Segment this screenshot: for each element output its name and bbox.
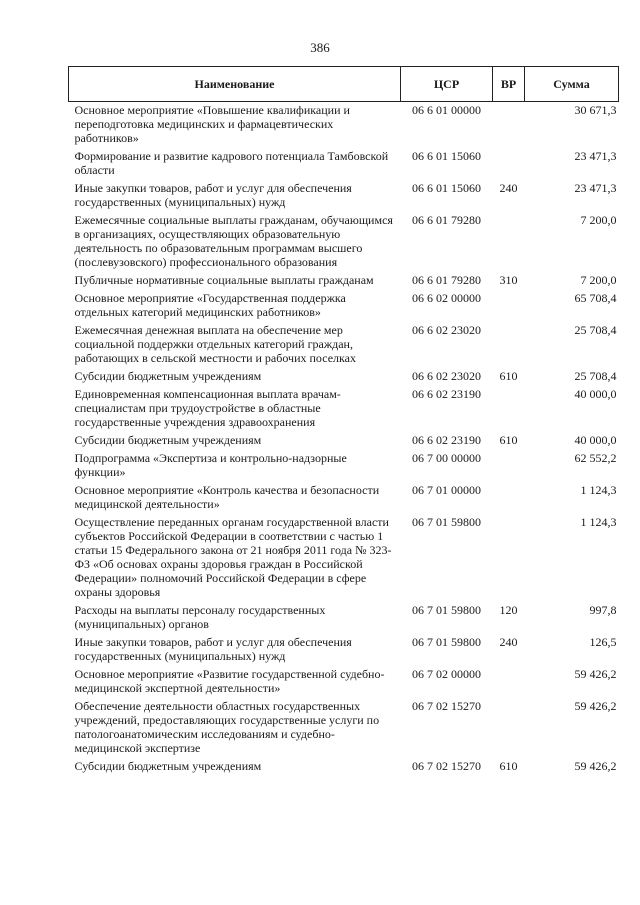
table-row [69,450,619,482]
row-sum: 7 200,0 [580,213,617,227]
row-csr: 06 6 01 15060 [412,149,481,163]
row-vr [493,386,525,432]
row-csr: 06 7 01 59800 [412,635,481,649]
header-row [69,67,619,102]
row-csr: 06 7 02 15270 [412,759,481,773]
row-csr: 06 6 01 15060 [412,181,481,195]
row-name: Основное мероприятие «Контроль качества и безопасности медицинской деятельности» [74,483,380,511]
row-vr: 610 [499,433,518,447]
row-name: Основное мероприятие «Государственная поддержка отдельных категорий медицинских работников» [74,291,346,319]
row-sum: 59 426,2 [574,699,617,713]
table-row [69,290,619,322]
row-vr [493,290,525,322]
header-sum: Сумма [525,67,619,102]
table-row [69,212,619,272]
table-body [69,102,619,777]
row-csr: 06 6 01 79280 [412,273,481,287]
row-vr [493,148,525,180]
row-sum: 40 000,0 [574,387,617,401]
row-sum: 1 124,3 [580,483,617,497]
row-sum: 1 124,3 [580,515,617,529]
header-name: Наименование [69,67,401,102]
header-vr: ВР [493,67,525,102]
row-csr: 06 7 01 00000 [412,483,481,497]
row-sum: 59 426,2 [574,759,617,773]
row-sum: 23 471,3 [574,149,617,163]
table-row [69,322,619,368]
row-vr [493,666,525,698]
row-name: Ежемесячные социальные выплаты гражданам, обучающимся в организациях, осуществляющих образовательную деятельность по образовательным программам высшего (послевузовского) профессионального образования [74,213,393,269]
row-vr: 310 [499,273,518,287]
row-sum: 126,5 [589,635,617,649]
row-name: Ежемесячная денежная выплата на обеспечение мер социальной поддержки отдельных категорий граждан, работающих в сельской местности и рабочих поселках [74,323,356,365]
row-vr [493,322,525,368]
row-vr [493,102,525,149]
row-csr: 06 6 02 23190 [412,387,481,401]
row-csr: 06 6 02 00000 [412,291,481,305]
row-csr: 06 7 00 00000 [412,451,481,465]
table-row [69,634,619,666]
row-csr: 06 6 02 23020 [412,323,481,337]
table-row [69,432,619,450]
row-name: Иные закупки товаров, работ и услуг для обеспечения государственных (муниципальных) нужд [74,635,352,663]
row-sum: 25 708,4 [574,323,617,337]
row-name: Публичные нормативные социальные выплаты гражданам [74,273,374,287]
table-row [69,102,619,149]
row-name: Субсидии бюджетным учреждениям [74,369,262,383]
row-vr: 120 [499,603,518,617]
row-name: Субсидии бюджетным учреждениям [74,759,262,773]
page-number: 386 [310,40,330,55]
row-csr: 06 7 02 15270 [412,699,481,713]
row-sum: 65 708,4 [574,291,617,305]
row-vr [493,698,525,758]
row-sum: 30 671,3 [574,103,617,117]
row-sum: 62 552,2 [574,451,617,465]
table-row [69,758,619,776]
row-name: Формирование и развитие кадрового потенциала Тамбовской области [74,149,389,177]
row-sum: 23 471,3 [574,181,617,195]
table-row [69,386,619,432]
row-name: Подпрограмма «Экспертиза и контрольно-надзорные функции» [74,451,347,479]
row-sum: 7 200,0 [580,273,617,287]
row-csr: 06 6 01 79280 [412,213,481,227]
row-name: Субсидии бюджетным учреждениям [74,433,262,447]
row-name: Иные закупки товаров, работ и услуг для обеспечения государственных (муниципальных) нужд [74,181,352,209]
row-sum: 59 426,2 [574,667,617,681]
row-name: Обеспечение деятельности областных государственных учреждений, предоставляющих государственные услуги по патологоанатомическим исследованиям и судебно-медицинской экспертизе [74,699,380,755]
row-name: Основное мероприятие «Развитие государственной судебно-медицинской экспертной деятельности» [74,667,385,695]
header-csr: ЦСР [401,67,493,102]
row-vr: 240 [499,635,518,649]
table-row [69,368,619,386]
row-csr: 06 7 02 00000 [412,667,481,681]
table-row [69,180,619,212]
row-vr: 240 [499,181,518,195]
row-csr: 06 6 01 00000 [412,103,481,117]
row-sum: 997,8 [589,603,617,617]
table-row [69,602,619,634]
table-header [69,67,619,102]
row-csr: 06 6 02 23190 [412,433,481,447]
table-row [69,666,619,698]
row-csr: 06 7 01 59800 [412,515,481,529]
table-row [69,514,619,602]
row-name: Основное мероприятие «Повышение квалификации и переподготовка медицинских и фармацевтических работников» [74,103,350,145]
row-sum: 25 708,4 [574,369,617,383]
table-row [69,272,619,290]
table-row [69,482,619,514]
table-row [69,698,619,758]
row-sum: 40 000,0 [574,433,617,447]
table-row [69,148,619,180]
row-vr [493,482,525,514]
row-vr [493,212,525,272]
row-name: Расходы на выплаты персоналу государственных (муниципальных) органов [74,603,326,631]
row-name: Единовременная компенсационная выплата врачам-специалистам при трудоустройстве в областные государственные учреждения здравоохранения [74,387,341,429]
row-name: Осуществление переданных органам государственной власти субъектов Российской Федерации в соответствии с частью 1 статьи 15 Федерального закона от 21 ноября 2011 года № 323-ФЗ «Об основах охраны здоровья граждан в Российской Федерации» полномочий Российской Федерации в сфере охраны здоровья [74,515,392,599]
row-vr: 610 [499,369,518,383]
row-csr: 06 7 01 59800 [412,603,481,617]
budget-table [68,66,619,776]
row-vr [493,514,525,602]
row-vr: 610 [499,759,518,773]
row-vr [493,450,525,482]
row-csr: 06 6 02 23020 [412,369,481,383]
